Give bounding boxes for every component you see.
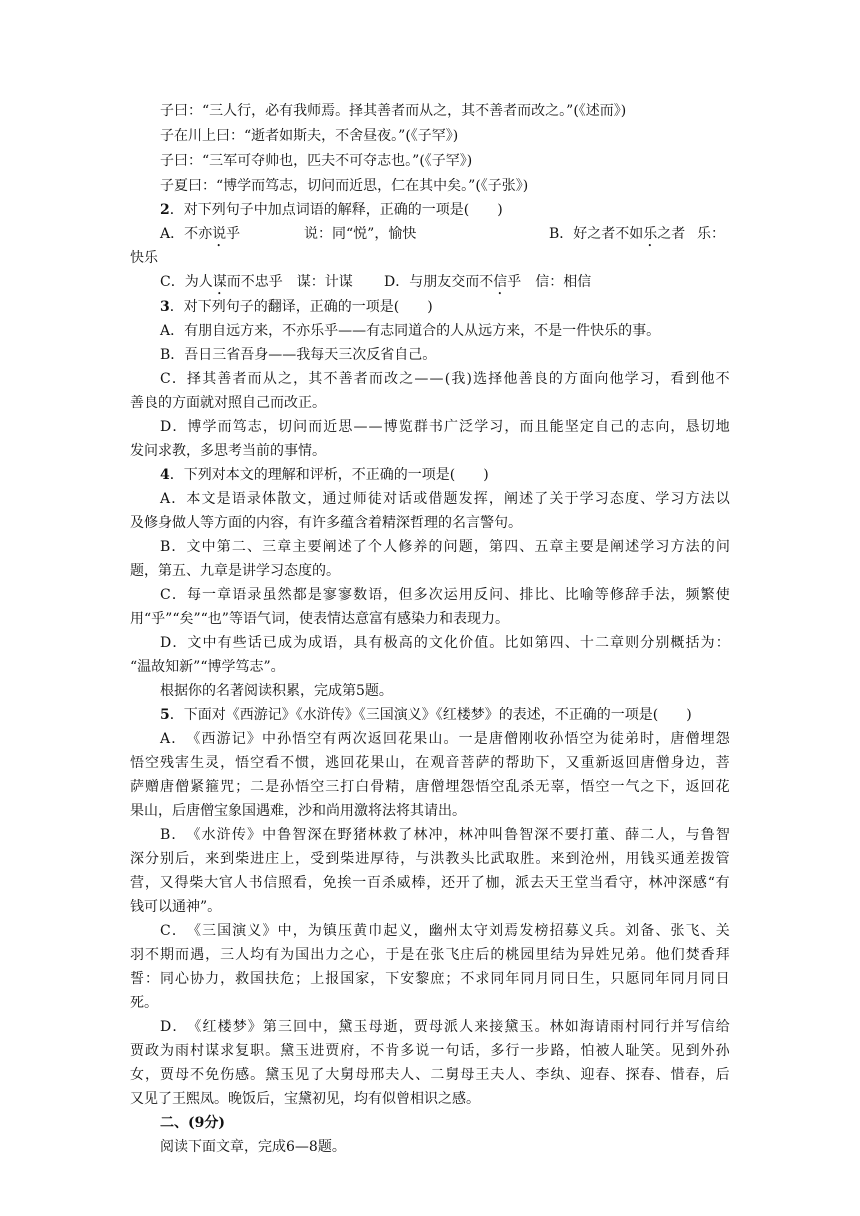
option-b-dotted-word: 乐	[643, 226, 658, 242]
question-5-intro: 根据你的名著阅读积累，完成第5题。	[160, 683, 393, 699]
option-c-dotted-word: 谋	[212, 274, 227, 290]
quote-1: 子曰：“三人行，必有我师焉。择其善者而从之，其不善者而改之。”(《述而》)	[160, 103, 627, 119]
question-5-option-a-line: 萨 赠 唐 僧 紧 箍 咒 ； 二 是 孙 悟 空 三 打 白 骨 精 ， 唐 僧 埋 怨 悟 空 乱 杀 无 辜 ， 悟 空 一 气 之 下 ， 返 回 花	[130, 779, 730, 795]
option-d-dotted-word: 信	[493, 274, 508, 290]
question-5-option-b-line: 深 分 别 后 ， 来 到 柴 进 庄 上 ， 受 到 柴 进 厚 待 ， 与 洪 教 头 比 武 取 胜 。 来 到 沧 州 ， 用 钱 买 通 差 拨 管	[130, 851, 730, 867]
section-2-intro: 阅读下面文章，完成6—8题。	[160, 1139, 346, 1155]
question-2-option-a	[160, 223, 240, 250]
question-5-stem	[160, 704, 692, 726]
question-2-option-a-explanation: 说：同“悦”，愉快	[304, 226, 417, 242]
question-3-text: ．对下列句子的翻译，正确的一项是( )	[169, 299, 433, 315]
question-3-option-d: D ． 博 学 而 笃 志 ， 切 问 而 近 思 — — 博 览 群 书 广 泛 学 习 ， 而 且 能 坚 定 自 己 的 志 向 ， 恳 切 地	[160, 419, 730, 435]
question-3-option-c-cont: 善良的方面就对照自己而改正。	[130, 395, 326, 411]
question-4-option-d-cont: “温故知新”“博学笃志”。	[130, 659, 285, 675]
question-5-option-c-line: 誓 ： 同 心 协 力 ， 救 国 扶 危 ； 上 报 国 家 ， 下 安 黎 庶 ； 不 求 同 年 同 月 同 日 生 ， 只 愿 同 年 同 月 同 日	[130, 971, 730, 987]
quote-3: 子曰：“三军可夺帅也，匹夫不可夺志也。”(《子罕》)	[160, 153, 473, 169]
option-b-suffix: 之者	[657, 226, 686, 242]
question-4-option-b: B ． 文 中 第 二 、 三 章 主 要 阐 述 了 个 人 修 养 的 问 题 ， 第 四 、 五 章 主 要 是 阐 述 学 习 方 法 的 问	[160, 539, 730, 555]
question-5-option-d-line: 又见了王熙凤。晚饭后，宝黛初见，均有似曾相识之感。	[130, 1091, 480, 1107]
question-5-option-d-line: D ． 《 红 楼 梦 》 第 三 回 中 ， 黛 玉 母 逝 ， 贾 母 派 人 来 接 黛 玉 。 林 如 海 请 雨 村 同 行 并 写 信 给	[160, 1019, 730, 1035]
question-5-option-b-line: B ． 《 水 浒 传 》 中 鲁 智 深 在 野 猪 林 救 了 林 冲 ， 林 冲 叫 鲁 智 深 不 要 打 董 、 薛 二 人 ， 与 鲁 智	[160, 827, 730, 843]
question-3-option-a: A．有朋自远方来，不亦乐乎——有志同道合的人从远方来，不是一件快乐的事。	[160, 323, 661, 339]
quote-2: 子在川上曰：“逝者如斯夫，不舍昼夜。”(《子罕》)	[160, 128, 459, 144]
section-2-heading: 二、(9分)	[160, 1115, 225, 1131]
question-5-option-b-line: 钱可以通神”。	[130, 899, 222, 915]
question-2-option-d	[384, 271, 591, 298]
question-3-option-b: B．吾日三省吾身——我每天三次反省自己。	[160, 347, 437, 363]
question-2-option-c	[160, 271, 353, 298]
question-4-option-a-cont: 及修身做人等方面的内容，有许多蕴含着精深哲理的名言警句。	[130, 515, 522, 531]
question-3-number: 3	[160, 299, 170, 315]
question-4-stem	[160, 464, 489, 486]
quote-4: 子夏曰：“博学而笃志，切问而近思，仁在其中矣。”(《子张》)	[160, 178, 529, 194]
question-3-stem	[160, 296, 433, 318]
option-c-suffix: 而不忠乎 谋：计谋	[226, 274, 353, 290]
question-3-option-c: C ． 择 其 善 者 而 从 之 ， 其 不 善 者 而 改 之 — — ( 我 ) 选 择 他 善 良 的 方 面 向 他 学 习 ， 看 到 他 不	[160, 371, 730, 387]
question-5-option-d-line: 贾 政 为 雨 村 谋 求 复 职 。 黛 玉 进 贾 府 ， 不 肯 多 说 一 句 话 ， 多 行 一 步 路 ， 怕 被 人 耻 笑 。 见 到 外 孙	[130, 1043, 730, 1059]
question-2-option-b-explanation: 乐：	[697, 226, 725, 242]
option-a-prefix: A．不亦	[160, 226, 213, 242]
question-2-option-b-explanation-cont: 快乐	[130, 250, 158, 266]
option-a-dotted-word: 说	[212, 226, 227, 242]
question-2-option-b	[549, 223, 685, 250]
question-5-option-b-line: 营 ， 又 得 柴 大 官 人 书 信 照 看 ， 免 挨 一 百 杀 威 棒 ， 还 开 了 枷 ， 派 去 天 王 堂 当 看 守 ， 林 冲 深 感 “ 有	[130, 875, 730, 891]
question-4-option-b-cont: 题，第五、九章是讲学习态度的。	[130, 563, 340, 579]
question-5-number: 5	[160, 707, 170, 723]
question-4-option-c-cont: 用“乎”“矣”“也”等语气词，使表情达意富有感染力和表现力。	[130, 611, 509, 627]
option-b-prefix: B．好之者不如	[549, 226, 644, 242]
question-4-option-d: D ． 文 中 有 些 话 已 成 为 成 语 ， 具 有 极 高 的 文 化 价 值 。 比 如 第 四 、 十 二 章 则 分 别 概 括 为 ：	[160, 635, 730, 651]
option-c-prefix: C．为人	[160, 274, 213, 290]
question-4-option-c: C ． 每 一 章 语 录 虽 然 都 是 寥 寥 数 语 ， 但 多 次 运 用 反 问 、 排 比 、 比 喻 等 修 辞 手 法 ， 频 繁 使	[160, 587, 730, 603]
question-5-option-d-line: 女 ， 贾 母 不 免 伤 感 。 黛 玉 见 了 大 舅 母 邢 夫 人 、 二 舅 母 王 夫 人 、 李 纨 、 迎 春 、 探 春 、 惜 春 ， 后	[130, 1067, 730, 1083]
question-3-option-d-cont: 发问求教，多思考当前的事情。	[130, 443, 326, 459]
question-4-option-a: A ． 本 文 是 语 录 体 散 文 ， 通 过 师 徒 对 话 或 借 题 发 挥 ， 阐 述 了 关 于 学 习 态 度 、 学 习 方 法 以	[160, 491, 730, 507]
question-5-option-a-line: 果山，后唐僧宝象国遇难，沙和尚用激将法将其请出。	[130, 803, 466, 819]
option-d-suffix: 乎 信：相信	[507, 274, 592, 290]
option-d-prefix: D．与朋友交而不	[384, 274, 494, 290]
question-5-option-a-line: 悟 空 残 害 生 灵 ， 悟 空 看 不 惯 ， 逃 回 花 果 山 ， 在 观 音 菩 萨 的 帮 助 下 ， 又 重 新 返 回 唐 僧 身 边 ， 菩	[130, 755, 730, 771]
question-5-option-c-line: 羽 不 期 而 遇 ， 三 人 均 有 为 国 出 力 之 心 ， 于 是 在 张 飞 庄 后 的 桃 园 里 结 为 异 姓 兄 弟 。 他 们 焚 香 拜	[130, 947, 730, 963]
question-5-text: ．下面对《西游记》《水浒传》《三国演义》《红楼梦》的表述，不正确的一项是( )	[169, 707, 692, 723]
question-5-option-c-line: C ． 《 三 国 演 义 》 中 ， 为 镇 压 黄 巾 起 义 ， 幽 州 太 守 刘 焉 发 榜 招 募 义 兵 。 刘 备 、 张 飞 、 关	[160, 923, 730, 939]
question-5-option-c-line: 死。	[130, 995, 158, 1011]
question-2-text: ．对下列句子中加点词语的解释，正确的一项是( )	[169, 202, 503, 218]
question-4-text: ．下列对本文的理解和评析，不正确的一项是( )	[169, 467, 489, 483]
question-4-number: 4	[160, 467, 170, 483]
question-2-number: 2	[160, 202, 170, 218]
option-a-suffix: 乎	[226, 226, 241, 242]
question-2-stem	[160, 199, 503, 221]
question-5-option-a-line: A ． 《 西 游 记 》 中 孙 悟 空 有 两 次 返 回 花 果 山 。 一 是 唐 僧 刚 收 孙 悟 空 为 徒 弟 时 ， 唐 僧 埋 怨	[160, 731, 730, 747]
